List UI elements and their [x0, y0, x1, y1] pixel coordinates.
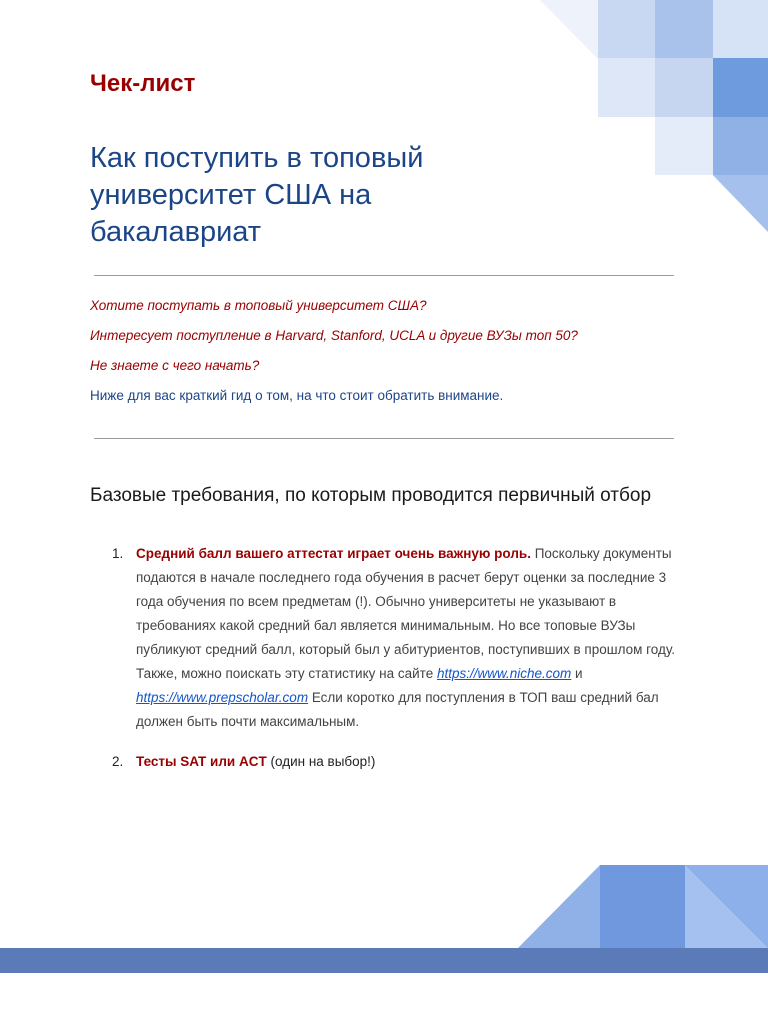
corner-pattern-bottom	[518, 865, 768, 948]
intro-question-2: Интересует поступление в Harvard, Stanford, UCLA и другие ВУЗы топ 50?	[90, 328, 578, 343]
list-item-body	[136, 750, 680, 774]
intro-note: Ниже для вас краткий гид о том, на что стоит обратить внимание.	[90, 388, 504, 403]
corner-pattern-top	[540, 0, 768, 232]
section-heading: Базовые требования, по которым проводится первичный отбор	[90, 485, 652, 506]
list-item-text: (один на выбор!)	[266, 754, 376, 769]
list-item-headline: Тесты SAT или ACT	[136, 754, 267, 769]
list-item-number: 1.	[112, 546, 124, 561]
list-item-text: и	[571, 666, 583, 681]
list-item-body	[136, 542, 680, 734]
list-item-text: Если коротко для поступления в ТОП ваш средний бал должен быть почти максимальным.	[136, 690, 659, 729]
checklist-label: Чек-лист	[90, 70, 196, 97]
list-item	[90, 750, 680, 774]
divider	[94, 275, 674, 276]
niche-link[interactable]: https://www.niche.com	[436, 666, 572, 681]
intro-block	[90, 298, 680, 418]
list-item-number: 2.	[112, 754, 124, 769]
intro-question-1: Хотите поступать в топовый университет США?	[90, 298, 427, 313]
divider	[94, 438, 674, 439]
intro-question-3: Не знаете с чего начать?	[90, 358, 260, 373]
prepscholar-link[interactable]: https://www.prepscholar.com	[136, 690, 309, 705]
footer-band	[0, 948, 768, 973]
list-item-text: Поскольку документы подаются в начале последнего года обучения в расчет берут оценки за последние 3 года обучения по всем предметам (!). Обычно университеты не указывают в требованиях какой средний бал является минимальным. Но все топовые ВУЗы публикуют средний балл, который был у абитуриентов, поступивших в прошлом году. Также, можно поискать эту статистику на сайте	[136, 546, 676, 681]
list-item	[90, 542, 680, 734]
list-item-headline: Средний балл вашего аттестат играет очень важную роль.	[136, 546, 531, 561]
page-title: Как поступить в топовый университет США на бакалавриат	[90, 142, 424, 248]
requirements-list	[90, 542, 680, 790]
